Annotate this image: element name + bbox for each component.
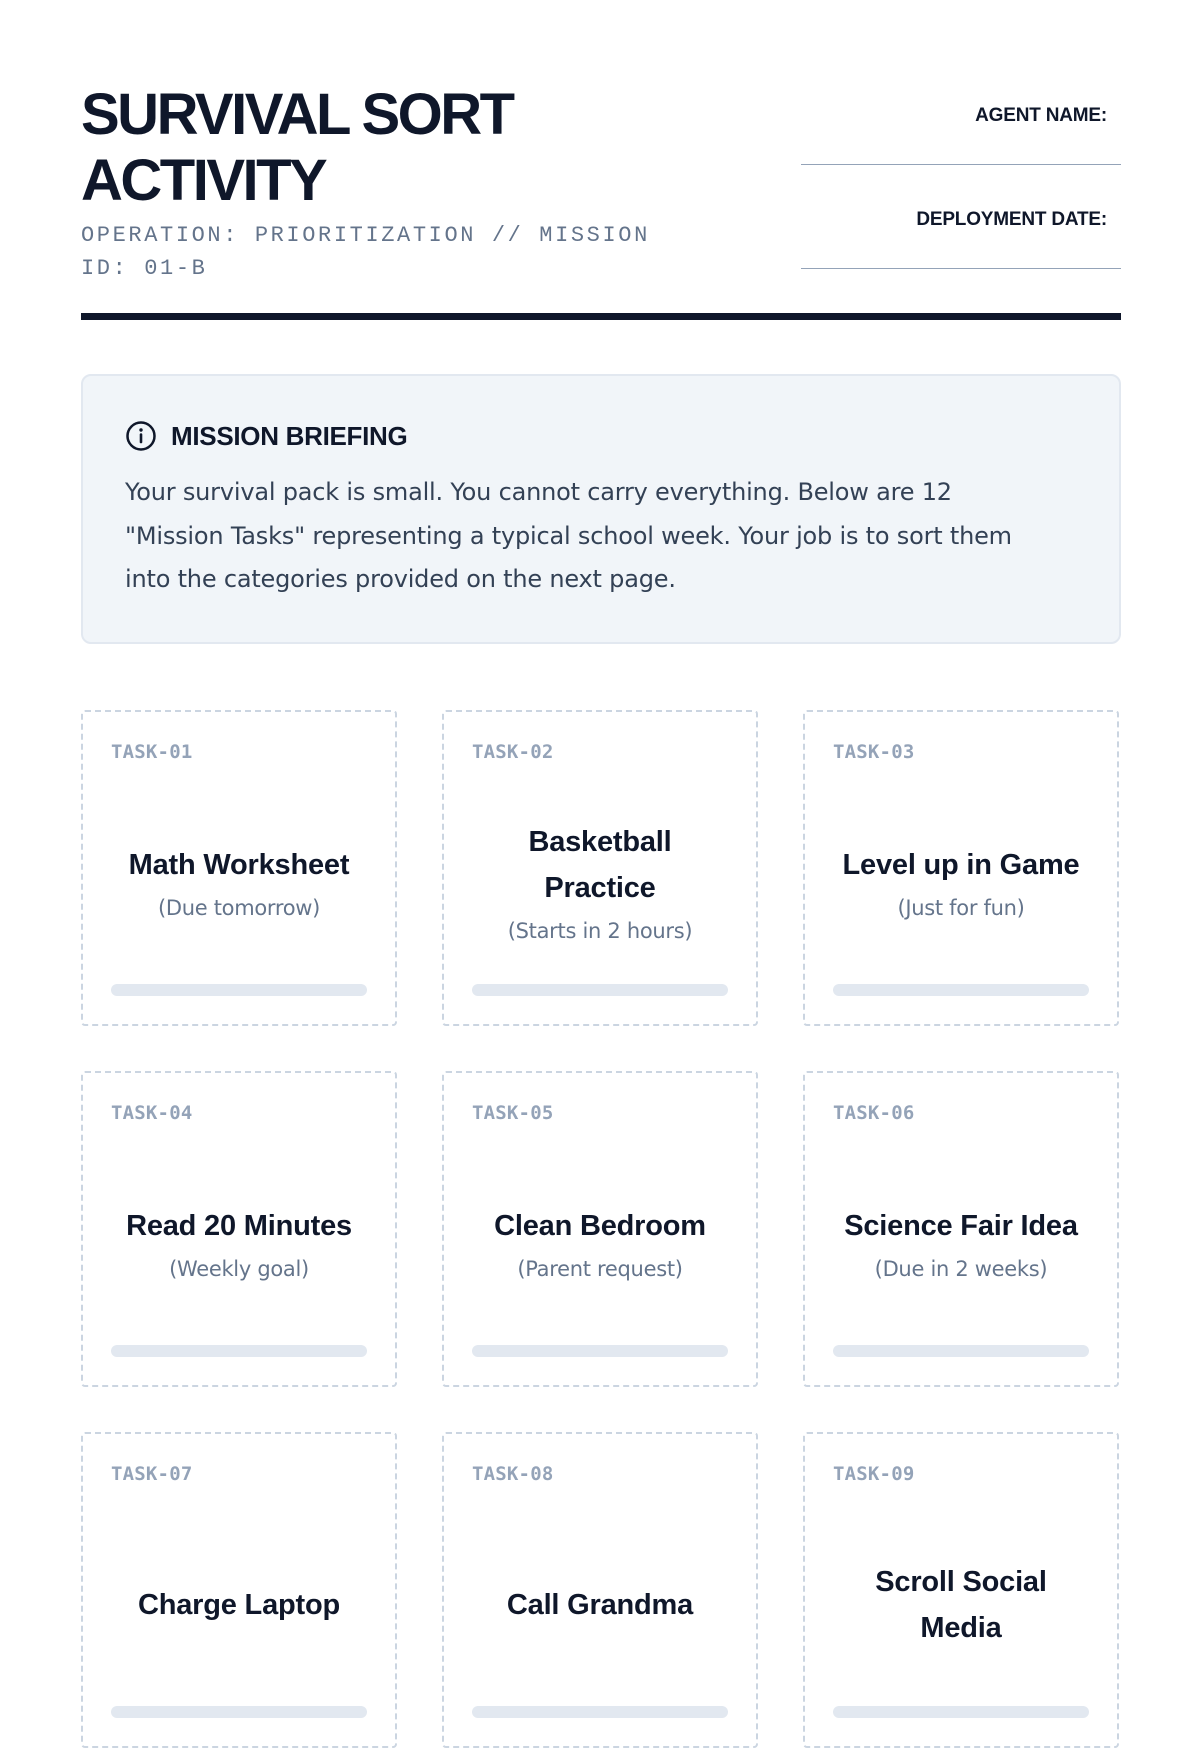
task-note: (Parent request) — [517, 1257, 683, 1281]
task-card[interactable] — [803, 1432, 1119, 1748]
task-card-bar — [472, 984, 728, 996]
task-card[interactable] — [81, 1071, 397, 1387]
task-card[interactable] — [81, 1432, 397, 1748]
task-name: Charge Laptop — [137, 1589, 340, 1621]
task-card-body — [454, 1504, 746, 1706]
task-note: (Starts in 2 hours) — [507, 919, 693, 943]
worksheet-header — [81, 0, 1121, 320]
task-name: Call Grandma — [506, 1589, 694, 1621]
task-card[interactable] — [803, 710, 1119, 1026]
briefing-text: Your survival pack is small. You cannot carry everything. Below are 12 "Mission Tasks" representing a typical school week. Your job is to sort them into the categories provided on the next page. — [125, 478, 1012, 593]
task-name: Clean Bedroom — [494, 1210, 706, 1242]
task-card[interactable] — [442, 710, 758, 1026]
task-name: Read 20 Minutes — [126, 1210, 352, 1242]
briefing-heading — [125, 420, 407, 452]
task-card-bar — [833, 984, 1089, 996]
task-name: Science Fair Idea — [844, 1210, 1078, 1242]
task-note: (Due tomorrow) — [157, 896, 321, 920]
task-card-bar — [472, 1706, 728, 1718]
task-card-body — [815, 1143, 1107, 1345]
task-card-bar — [472, 1345, 728, 1357]
task-card-bar — [111, 1345, 367, 1357]
task-id: TASK-09 — [833, 1463, 915, 1485]
task-id: TASK-08 — [472, 1463, 554, 1485]
task-name: Level up in Game — [842, 849, 1080, 881]
task-card-body — [93, 782, 385, 984]
task-note: (Just for fun) — [897, 896, 1025, 920]
task-name: Math Worksheet — [128, 849, 350, 881]
task-card-body — [93, 1504, 385, 1706]
page-title: SURVIVAL SORT ACTIVITY — [81, 82, 513, 213]
task-note: (Weekly goal) — [169, 1257, 309, 1281]
agent-name-field[interactable] — [801, 104, 1121, 165]
briefing-title: MISSION BRIEFING — [171, 420, 408, 451]
task-id: TASK-06 — [833, 1102, 915, 1124]
task-card[interactable] — [442, 1432, 758, 1748]
task-card-body — [815, 1504, 1107, 1706]
info-icon — [125, 420, 157, 452]
task-card-body — [454, 782, 746, 984]
task-card-bar — [833, 1706, 1089, 1718]
agent-name-label: AGENT NAME: — [975, 105, 1107, 126]
task-name: Basketball Practice — [528, 826, 672, 904]
task-card-bar — [833, 1345, 1089, 1357]
task-card[interactable] — [81, 710, 397, 1026]
task-id: TASK-03 — [833, 741, 915, 763]
task-card-bar — [111, 1706, 367, 1718]
task-card-body — [93, 1143, 385, 1345]
mission-subtitle: OPERATION: PRIORITIZATION // MISSION ID: 01-B — [81, 223, 650, 281]
task-id: TASK-01 — [111, 741, 193, 763]
task-name: Scroll Social Media — [875, 1566, 1047, 1644]
task-id: TASK-04 — [111, 1102, 193, 1124]
header-divider — [81, 313, 1121, 320]
task-card-body — [454, 1143, 746, 1345]
task-id: TASK-02 — [472, 741, 554, 763]
task-id: TASK-07 — [111, 1463, 193, 1485]
task-id: TASK-05 — [472, 1102, 554, 1124]
deployment-date-label: DEPLOYMENT DATE: — [916, 209, 1107, 230]
task-card-body — [815, 782, 1107, 984]
deployment-date-field[interactable] — [801, 208, 1121, 269]
task-card[interactable] — [442, 1071, 758, 1387]
task-card-bar — [111, 984, 367, 996]
task-note: (Due in 2 weeks) — [874, 1257, 1048, 1281]
mission-briefing-box — [81, 374, 1121, 644]
task-card[interactable] — [803, 1071, 1119, 1387]
worksheet-page — [81, 0, 1121, 1644]
